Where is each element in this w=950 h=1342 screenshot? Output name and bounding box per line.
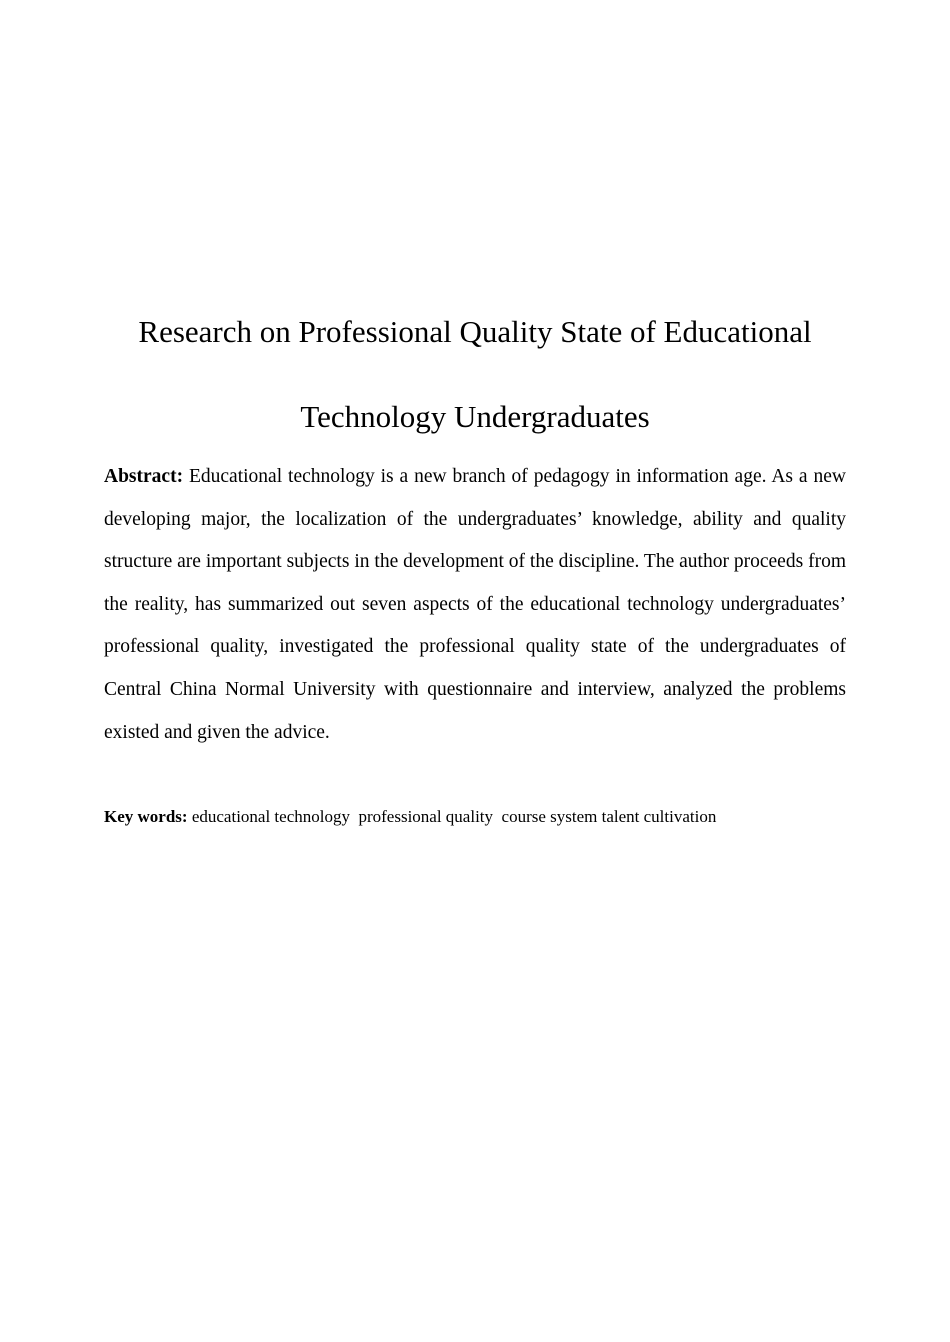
keywords-text: educational technology professional quality course system talent cultivation (187, 807, 717, 826)
keywords-label: Key words: (104, 807, 188, 826)
abstract-text: Educational technology is a new branch of pedagogy in information age. As a new developing major, the localization of the undergraduates’ knowledge, ability and quality structure are important subjects in the development of the discipline. The author proceeds from the reality, has summarized out seven aspects of the educational technology undergraduates’ professional quality, investigated the professional quality state of the undergraduates of Central China Normal University with questionnaire and interview, analyzed the problems existed and given the advice. (104, 466, 846, 743)
paper-title-line-1: Research on Professional Quality State of Educational (138, 314, 812, 349)
abstract-label: Abstract: (104, 466, 184, 487)
keywords-line (104, 805, 846, 829)
paper-title-line-2: Technology Undergraduates (300, 399, 650, 434)
abstract-paragraph (104, 456, 846, 754)
